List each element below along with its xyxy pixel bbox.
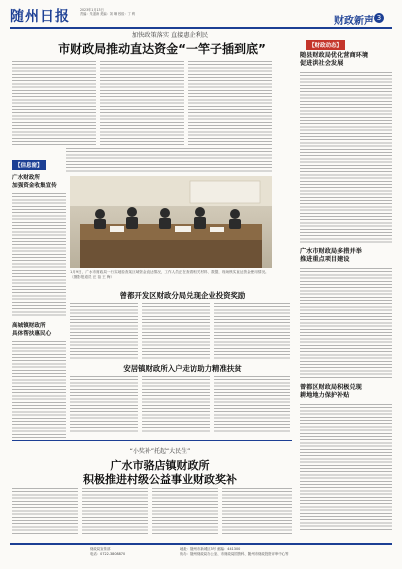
editor-credits: 责编：朱道涛 美编：刘 琳 校检：丁 利 xyxy=(80,12,136,16)
sidebar-right-item1-body xyxy=(300,72,392,244)
sidebar-left-item2-body xyxy=(12,341,66,441)
lead-kicker: 加快政策落实 直接惠企利民 xyxy=(131,32,209,39)
middle-article1-col3 xyxy=(214,303,290,359)
bottom-headline-line1: 广水市骆店镇财政所 xyxy=(110,459,210,472)
newspaper-logo: 随州日报 xyxy=(10,9,70,25)
sidebar-left-tag: 【信息窗】 xyxy=(12,160,46,170)
sidebar-left-item2-title: 高城镇财政所 具体帮扶惠民心 xyxy=(12,323,52,337)
section-title: 财政新声 xyxy=(334,16,374,27)
bottom-kicker: “小奖补”托起“大民生” xyxy=(129,448,191,455)
meeting-photo xyxy=(70,176,272,268)
lead-headline: 市财政局推动直达资金“一竿子插到底” xyxy=(58,42,266,56)
bottom-headline-line2: 积极推进村级公益事业财政奖补 xyxy=(83,473,237,486)
masthead-meta xyxy=(80,8,210,16)
footer-cosponsors: 协办：随州财政局办公室、市财政局国资科、随州市财政投资评审中心等 xyxy=(180,551,289,556)
masthead-rule xyxy=(10,27,392,29)
sidebar-right-item2-title: 广水市财政局多措并举 推进重点项目建设 xyxy=(300,248,362,263)
sidebar-left-item1-title: 广水财政所 加强资金收集宣传 xyxy=(12,175,57,189)
lead-body-col1 xyxy=(12,61,96,146)
middle-headline-1: 曾都开发区财政分局兑现企业投资奖励 xyxy=(119,291,246,300)
bottom-body-col3 xyxy=(152,488,218,536)
sidebar-right-item2-body xyxy=(300,268,392,378)
meeting-illustration xyxy=(70,176,272,268)
footer-rule xyxy=(10,543,392,545)
sidebar-right-item1-title: 随县财政局优化营商环境 促进洪社会发展 xyxy=(300,52,369,67)
lead-body-continuation xyxy=(66,148,272,173)
middle-article2-col3 xyxy=(214,376,290,432)
footer-address: 地址：随州市新城区3号 邮编：441300 xyxy=(180,547,241,551)
sidebar-right-tag: 【财政动态】 xyxy=(306,40,345,50)
sidebar-right-item3-title: 曾都区财政局积极兑现 耕地地力保护补贴 xyxy=(300,384,362,399)
lead-body-col2 xyxy=(100,61,184,146)
middle-article1-col1 xyxy=(70,303,138,359)
middle-article1-col2 xyxy=(142,303,210,359)
middle-article2-col1 xyxy=(70,376,138,432)
lead-body-col3 xyxy=(188,61,272,146)
photo-caption: 1月9日，广水市财政局一行实地检查某区域资金直达情况，工作人员正在查看相关材料、数据，现场核实直达资金使用情况。（摄影报道员 汪 蓓 王 梅） xyxy=(70,270,269,279)
bottom-body-col1 xyxy=(12,488,78,536)
footer-phone: 电话：0722-3808870 xyxy=(90,551,126,556)
footer-contact xyxy=(90,547,150,556)
middle-headline-2: 安居镇财政所入户走访助力精准扶贫 xyxy=(123,364,242,373)
bottom-body-col2 xyxy=(82,488,148,536)
footer-org: 财政局宣传部 xyxy=(90,547,111,551)
middle-article2-col2 xyxy=(142,376,210,432)
footer-info xyxy=(180,547,390,556)
issue-date: 2023年1月13日 xyxy=(80,8,104,12)
bottom-divider xyxy=(12,440,292,441)
page-number-badge: 3 xyxy=(374,13,384,23)
sidebar-right-item3-body xyxy=(300,404,392,532)
sidebar-left-item1-body xyxy=(12,193,66,318)
bottom-body-col4 xyxy=(222,488,292,536)
